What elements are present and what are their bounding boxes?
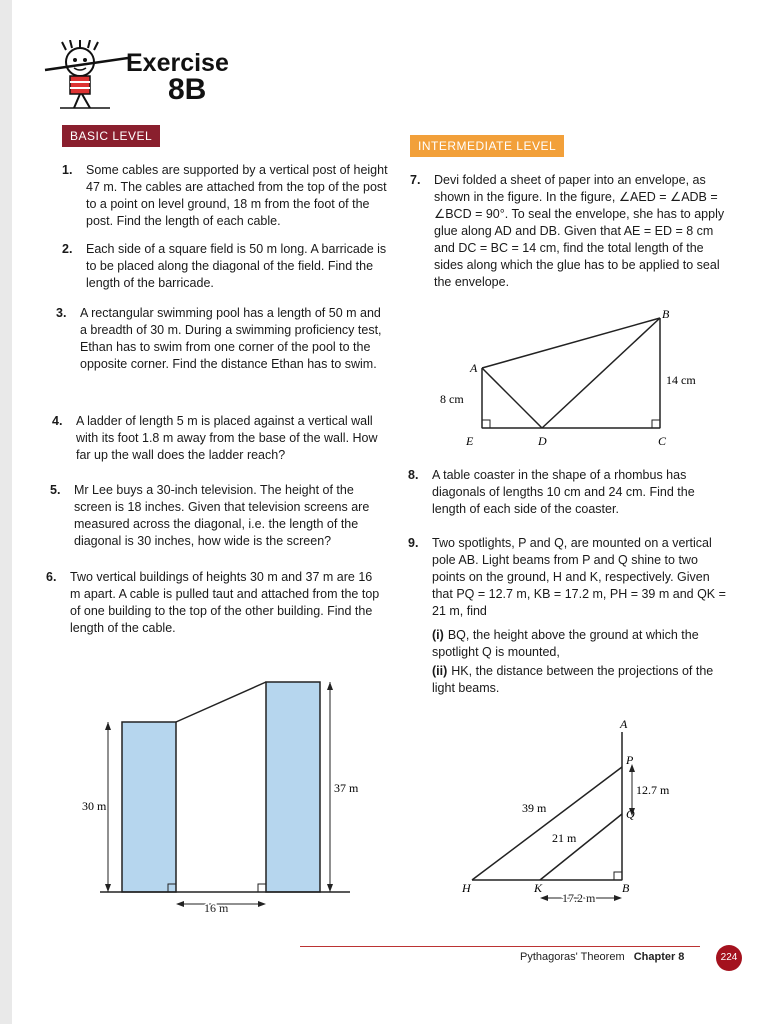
question-9-part-i — [432, 627, 722, 661]
qk-length-label: 21 m — [552, 831, 577, 845]
exercise-title: Exercise — [126, 49, 229, 77]
question-number: 3. — [56, 306, 67, 320]
question-text: Two vertical buildings of heights 30 m and 37 m are 16 m apart. A cable is pulled taut and attached from the top of one building to the top of the other building. Find the length of the cable. — [70, 570, 380, 635]
buildings-figure — [80, 660, 380, 920]
label-D: D — [538, 434, 547, 448]
page-footer — [520, 951, 684, 963]
question-number: 7. — [410, 173, 421, 187]
question-text: Devi folded a sheet of paper into an envelope, as shown in the figure. In the figure, ∠AED = ∠ADB = ∠BCD = 90°. To seal the envelope, she has to apply glue along AD and DB. Given that AE = ED = 8 cm and DC = BC = 14 cm, find the total length of the sides along which the glue has to be applied to seal the envelope. — [434, 173, 725, 289]
right-building — [266, 682, 320, 892]
part-i-text: BQ, the height above the ground at which the spotlight Q is mounted, — [432, 628, 699, 659]
part-i-label: (i) — [432, 628, 444, 642]
question-9 — [408, 535, 732, 620]
label-Q: Q — [626, 807, 635, 821]
part-ii-label: (ii) — [432, 664, 448, 678]
label-A: A — [470, 361, 478, 375]
bc-length-label: 14 cm — [666, 373, 696, 387]
question-number: 9. — [408, 536, 419, 550]
exercise-header — [40, 40, 260, 110]
label-K: K — [534, 881, 543, 895]
label-A: A — [620, 717, 628, 731]
question-4 — [52, 413, 386, 464]
part-ii-text: HK, the distance between the projections of the light beams. — [432, 664, 714, 695]
basic-level-badge: BASIC LEVEL — [62, 125, 160, 147]
left-building — [122, 722, 176, 892]
question-number: 2. — [62, 242, 73, 256]
question-text: Two spotlights, P and Q, are mounted on a vertical pole AB. Light beams from P and Q shine to two points on the ground, H and K, respectively. Given that PQ = 12.7 m, KB = 17.2 m, PH = 39 m and QK = 21 m, find — [432, 536, 726, 618]
spotlight-figure — [450, 712, 710, 912]
label-B: B — [662, 308, 670, 321]
question-7 — [410, 172, 734, 291]
page-edge — [0, 0, 12, 1024]
label-P: P — [626, 753, 634, 767]
question-number: 8. — [408, 468, 419, 482]
question-number: 5. — [50, 483, 61, 497]
question-6 — [46, 569, 386, 637]
exercise-number: 8B — [168, 73, 207, 106]
question-1 — [62, 162, 388, 230]
question-number: 6. — [46, 570, 57, 584]
mascot-icon — [40, 40, 130, 110]
question-text: A ladder of length 5 m is placed against a vertical wall with its foot 1.8 m away from the base of the wall. How far up the wall does the ladder reach? — [76, 414, 378, 462]
question-9-part-ii — [432, 663, 722, 697]
intermediate-level-badge: INTERMEDIATE LEVEL — [410, 135, 564, 157]
page-number: 224 — [716, 945, 742, 971]
pq-length-label: 12.7 m — [636, 783, 670, 797]
envelope-figure — [440, 308, 730, 456]
question-text: A table coaster in the shape of a rhombus has diagonals of lengths 10 cm and 24 cm. Find the length of each side of the coaster. — [432, 468, 695, 516]
kb-length-label: 17.2 m — [562, 891, 596, 905]
footer-rule — [300, 946, 700, 947]
left-height-label: 30 m — [82, 799, 107, 813]
label-B: B — [622, 881, 630, 895]
gap-label: 16 m — [204, 901, 229, 915]
question-2 — [62, 241, 388, 292]
question-3 — [56, 305, 388, 373]
label-C: C — [658, 434, 667, 448]
question-text: Each side of a square field is 50 m long. A barricade is to be placed along the diagonal of the field. Find the length of the barricade. — [86, 242, 387, 290]
question-number: 4. — [52, 414, 63, 428]
question-text: A rectangular swimming pool has a length of 50 m and a breadth of 30 m. During a swimming proficiency test, Ethan has to swim from one corner of the pool to the opposite corner. Find the distance Ethan has to swim. — [80, 306, 382, 371]
label-H: H — [462, 881, 471, 895]
question-text: Some cables are supported by a vertical post of height 47 m. The cables are attached from the top of the post to a point on level ground, 18 m from the foot of the post. Find the length of each cable. — [86, 163, 388, 228]
ae-length-label: 8 cm — [440, 392, 464, 406]
footer-chapter: Chapter 8 — [633, 951, 685, 963]
question-5 — [50, 482, 386, 550]
question-8 — [408, 467, 732, 518]
question-number: 1. — [62, 163, 73, 177]
footer-topic: Pythagoras' Theorem — [520, 951, 625, 963]
cable — [176, 682, 266, 722]
label-E: E — [466, 434, 474, 448]
question-text: Mr Lee buys a 30-inch television. The height of the screen is 18 inches. Given that television screens are measured across the diagonal, i.e. the length of the diagonal is 30 inches, how wide is the screen? — [74, 483, 370, 548]
ph-length-label: 39 m — [522, 801, 547, 815]
right-height-label: 37 m — [334, 781, 359, 795]
